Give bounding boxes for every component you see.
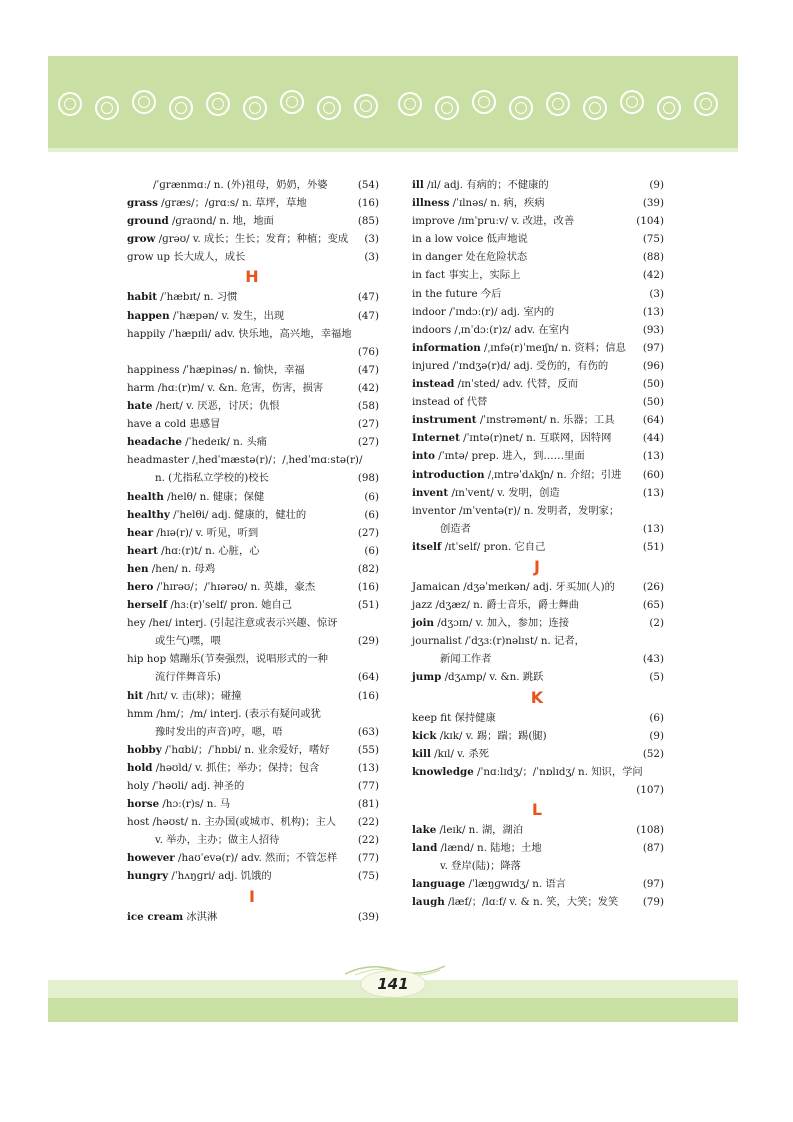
entry-page-ref: (6) (364, 490, 379, 503)
headword: horse (127, 798, 160, 811)
entry-definition: indoors /ˌɪnˈdɔː(r)z/ adv. 在室内 (412, 323, 570, 336)
headword: heart (127, 544, 158, 557)
glossary-entry (127, 813, 377, 831)
entry-definition: /ˈhɪrəʊ/；/ˈhɪərəʊ/ n. 英雄，豪杰 (153, 580, 316, 593)
glossary-entry (127, 176, 377, 194)
headword: ground (127, 215, 169, 228)
entry-page-ref: (55) (357, 743, 379, 756)
entry-page-ref: (26) (642, 580, 664, 593)
entry-page-ref: (58) (357, 400, 379, 413)
entry-definition: jazz /dʒæz/ n. 爵士音乐，爵士舞曲 (412, 599, 580, 612)
entry-page-ref: (16) (357, 197, 379, 210)
glossary-entry (412, 763, 662, 781)
glossary-entry (412, 466, 662, 484)
entry-definition: /ˌɪntrəˈdʌkʃn/ n. 介绍；引进 (484, 468, 622, 481)
entry-definition: /ˈhæbɪt/ n. 习惯 (157, 291, 238, 304)
glossary-entry (412, 745, 662, 763)
entry-definition: improve /ɪmˈpruːv/ v. 改进，改善 (412, 215, 575, 228)
headword: kill (412, 747, 431, 760)
glossary-entry (127, 379, 377, 397)
entry-definition: /hɜː(r)ˈself/ pron. 她自己 (167, 599, 293, 612)
entry-page-ref: (9) (649, 179, 664, 191)
entry-definition: holy /ˈhəʊli/ adj. 神圣的 (127, 780, 245, 792)
header-divider (48, 148, 738, 152)
entry-page-ref: (51) (642, 540, 664, 553)
entry-page-ref: (6) (364, 544, 379, 557)
glossary-entry (412, 393, 662, 411)
entry-definition: harm /hɑː(r)m/ v. &n. 危害，伤害，损害 (127, 381, 324, 394)
glossary-entry (412, 230, 662, 248)
entry-definition: hey /heɪ/ interj. (引起注意或表示兴趣、惊讶 (127, 617, 338, 630)
entry-definition: 豫时发出的声音)哼，嗯，唔 (155, 725, 283, 738)
circle-ornament (583, 96, 607, 120)
entry-page-ref: (82) (357, 562, 379, 575)
entry-page-ref: (43) (642, 653, 664, 666)
entry-definition: /ˈhæpən/ v. 发生，出现 (169, 309, 285, 322)
glossary-entry (412, 668, 662, 686)
glossary-entry (127, 361, 377, 379)
glossary-entry (127, 741, 377, 759)
entry-definition: /həʊld/ v. 抓住；举办；保持；包含 (152, 761, 320, 774)
glossary-entry (127, 415, 377, 433)
glossary-entry (127, 212, 377, 230)
circle-ornament (657, 96, 681, 120)
circle-ornament (132, 90, 156, 114)
entry-definition: happily /ˈhæpɪli/ adv. 快乐地，高兴地，幸福地 (127, 327, 352, 340)
glossary-entry (127, 632, 377, 650)
headword: join (412, 617, 434, 630)
glossary-entry (127, 687, 377, 705)
entry-page-ref: (47) (357, 309, 379, 322)
circle-ornament (354, 94, 378, 118)
glossary-column-right (412, 176, 662, 911)
circle-ornament (169, 96, 193, 120)
headword: health (127, 490, 164, 503)
entry-definition: 流行伴舞音乐) (155, 671, 221, 684)
headword: healthy (127, 508, 170, 521)
entry-page-ref: (63) (357, 725, 379, 738)
entry-page-ref: (50) (642, 378, 664, 391)
glossary-entry (127, 795, 377, 813)
headword: language (412, 878, 466, 891)
headword: kick (412, 729, 437, 742)
entry-definition: /ˈɪlnəs/ n. 病，疾病 (449, 197, 545, 210)
section-letter: L (531, 800, 543, 819)
entry-page-ref: (104) (636, 215, 664, 228)
entry-definition: /hɪə(r)/ v. 听见，听到 (153, 526, 259, 539)
glossary-entry (127, 723, 377, 741)
circle-ornament (58, 92, 82, 116)
entry-page-ref: (5) (649, 671, 664, 684)
glossary-entry (412, 303, 662, 321)
glossary-entry (412, 266, 662, 284)
entry-definition: /haʊˈevə(r)/ adv. 然而；不管怎样 (174, 852, 338, 865)
entry-page-ref: (39) (357, 910, 379, 923)
glossary-entry (127, 650, 377, 668)
section-letter: I (249, 886, 255, 906)
glossary-entry (127, 248, 377, 266)
entry-definition: /lænd/ n. 陆地；土地 (437, 842, 542, 855)
entry-definition: /ɪl/ adj. 有病的；不健康的 (423, 179, 549, 191)
glossary-entry (127, 849, 377, 867)
glossary-entry (412, 447, 662, 465)
entry-definition: /hɪt/ v. 击(球)；碰撞 (143, 689, 242, 702)
entry-definition: /ˈhɑbi/；/ˈhɒbi/ n. 业余爱好，嗜好 (161, 743, 330, 756)
entry-definition: /dʒɔɪn/ v. 加入，参加；连接 (434, 617, 570, 630)
entry-page-ref: (47) (357, 363, 379, 376)
entry-definition: 新闻工作者 (440, 653, 492, 666)
headword: itself (412, 540, 442, 553)
headword: happen (127, 309, 170, 322)
headword: knowledge (412, 765, 474, 778)
entry-definition: /leɪk/ n. 湖，湖泊 (436, 824, 524, 836)
entry-definition: /kɪk/ v. 踢；踹；踢(腿) (436, 729, 547, 742)
headword: hate (127, 400, 153, 413)
glossary-entry (412, 285, 662, 303)
entry-definition: in the future 今后 (412, 287, 502, 300)
entry-definition: v. 登岸(陆)；降落 (440, 860, 521, 873)
entry-definition: /ɡraʊnd/ n. 地，地面 (168, 215, 274, 228)
entry-definition: /ɪnˈvent/ v. 发明，创造 (448, 486, 560, 499)
glossary-entry (412, 520, 662, 538)
entry-definition: /ˈɪntə(r)net/ n. 互联网，因特网 (459, 432, 612, 445)
entry-definition: /hɔː(r)s/ n. 马 (159, 798, 231, 811)
entry-page-ref: (52) (642, 747, 664, 760)
entry-definition: grow up 长大成人，成长 (127, 251, 246, 264)
entry-definition: Jamaican /dʒəˈmeɪkən/ adj. 牙买加(人)的 (412, 580, 615, 593)
glossary-entry (127, 705, 377, 723)
circle-ornament (243, 96, 267, 120)
glossary-entry (412, 248, 662, 266)
headword: ill (412, 179, 424, 191)
headword: land (412, 842, 438, 855)
entry-definition: /ˈɪnstrəmənt/ n. 乐器；工具 (476, 414, 615, 427)
entry-page-ref: (22) (357, 834, 379, 847)
entry-page-ref: (88) (642, 251, 664, 264)
headword: Internet (412, 432, 460, 445)
headword: introduction (412, 468, 485, 481)
entry-page-ref: (75) (357, 870, 379, 883)
entry-definition: /hen/ n. 母鸡 (148, 562, 216, 575)
glossary-entry (127, 596, 377, 614)
headword: grass (127, 197, 158, 210)
entry-page-ref: (42) (642, 269, 664, 282)
entry-page-ref: (13) (642, 305, 664, 318)
glossary-entry (412, 614, 662, 632)
entry-page-ref: (75) (642, 233, 664, 246)
glossary-entry (127, 777, 377, 795)
glossary-entry (412, 839, 662, 857)
glossary-entry (412, 321, 662, 339)
entry-definition: inventor /ɪnˈventə(r)/ n. 发明者，发明家； (412, 504, 620, 517)
entry-page-ref: (3) (364, 233, 379, 246)
glossary-entry (412, 411, 662, 429)
entry-page-ref: (77) (357, 780, 379, 792)
circle-ornament (317, 96, 341, 120)
glossary-entry (412, 893, 662, 911)
entry-definition: /ˌɪnfə(r)ˈmeɪʃn/ n. 资料；信息 (480, 341, 626, 354)
glossary-entry (412, 339, 662, 357)
entry-page-ref: (97) (642, 341, 664, 354)
circle-ornament (546, 92, 570, 116)
entry-definition: /læf/；/lɑːf/ v. & n. 笑，大笑；发笑 (444, 896, 619, 909)
entry-definition: /helθ/ n. 健康；保健 (163, 490, 265, 503)
entry-definition: /hɑː(r)t/ n. 心脏，心 (157, 544, 260, 557)
entry-page-ref: (96) (642, 359, 664, 372)
decorative-circles (58, 88, 728, 118)
entry-page-ref: (98) (357, 472, 379, 485)
glossary-entry (127, 908, 377, 926)
circle-ornament (398, 92, 422, 116)
entry-page-ref: (65) (642, 599, 664, 612)
glossary-entry (127, 288, 377, 306)
glossary-entry (412, 357, 662, 375)
entry-definition: host /həʊst/ n. 主办国(或城市、机构)；主人 (127, 816, 337, 829)
entry-definition: happiness /ˈhæpinəs/ n. 愉快，幸福 (127, 363, 305, 376)
entry-page-ref: (79) (642, 896, 664, 909)
entry-page-ref: (2) (649, 617, 664, 630)
entry-page-ref: (6) (364, 508, 379, 521)
entry-page-ref: (27) (357, 436, 379, 449)
entry-definition: injured /ˈɪndʒə(r)d/ adj. 受伤的，有伤的 (412, 359, 609, 372)
circle-ornament (206, 92, 230, 116)
headword: grow (127, 233, 156, 246)
headword: into (412, 450, 436, 463)
entry-page-ref: (42) (357, 381, 379, 394)
entry-definition: in danger 处在危险状态 (412, 251, 528, 264)
glossary-entry (412, 650, 662, 668)
glossary-entry (127, 759, 377, 777)
entry-page-ref: (44) (642, 432, 664, 445)
headword: lake (412, 824, 437, 836)
entry-definition: /ˈnɑːlɪdʒ/；/ˈnɒlɪdʒ/ n. 知识，学问 (473, 765, 643, 778)
glossary-entry (412, 875, 662, 893)
headword: illness (412, 197, 450, 210)
entry-page-ref: (3) (364, 251, 379, 264)
entry-page-ref: (16) (357, 580, 379, 593)
glossary-entry (127, 307, 377, 325)
page-number: 141 (360, 970, 426, 998)
entry-page-ref: (9) (649, 729, 664, 742)
entry-page-ref: (64) (642, 414, 664, 427)
glossary-entry (412, 176, 662, 194)
glossary-entry (127, 542, 377, 560)
glossary-entry (127, 668, 377, 686)
entry-definition: in fact 事实上，实际上 (412, 269, 521, 282)
entry-page-ref: (85) (357, 215, 379, 228)
entry-definition: hip hop 嬉蹦乐(节奏强烈，说唱形式的一种 (127, 653, 328, 666)
entry-definition: /ˈlæŋɡwɪdʒ/ n. 语言 (465, 878, 566, 891)
headword: instead (412, 378, 455, 391)
glossary-entry (412, 709, 662, 727)
section-letter: K (530, 687, 544, 707)
entry-page-ref: (13) (357, 761, 379, 774)
entry-definition: /ɪtˈself/ pron. 它自己 (441, 540, 546, 553)
entry-page-ref: (16) (357, 689, 379, 702)
glossary-entry (127, 560, 377, 578)
section-letter: J (534, 556, 540, 576)
glossary-entry (127, 524, 377, 542)
headword: hobby (127, 743, 162, 756)
circle-ornament (95, 96, 119, 120)
entry-page-ref: (39) (642, 197, 664, 210)
entry-page-ref: (107) (636, 783, 664, 796)
glossary-entry (412, 502, 662, 520)
entry-page-ref: (97) (642, 878, 664, 891)
entry-definition: /ɡræs/；/ɡrɑːs/ n. 草坪，草地 (157, 197, 307, 210)
glossary-entry (412, 596, 662, 614)
entry-page-ref: (54) (357, 179, 379, 191)
headword: information (412, 341, 481, 354)
glossary-entry (412, 538, 662, 556)
headword: instrument (412, 414, 477, 427)
entry-page-ref: (77) (357, 852, 379, 865)
entry-definition: headmaster /ˌhedˈmæstə(r)/；/ˌhedˈmɑːstə(r)/ (127, 454, 363, 467)
entry-page-ref: (13) (642, 522, 664, 535)
glossary-entry (412, 429, 662, 447)
circle-ornament (620, 90, 644, 114)
headword: habit (127, 291, 158, 304)
entry-page-ref: (27) (357, 526, 379, 539)
entry-page-ref: (13) (642, 450, 664, 463)
glossary-entry (412, 781, 662, 799)
headword: however (127, 852, 175, 865)
glossary-entry (412, 375, 662, 393)
entry-page-ref: (29) (357, 635, 379, 648)
entry-definition: instead of 代替 (412, 396, 488, 409)
entry-page-ref: (76) (357, 345, 379, 358)
entry-page-ref: (108) (636, 824, 664, 836)
glossary-entry (127, 578, 377, 596)
glossary-column-left (127, 176, 377, 926)
entry-definition: journalist /ˈdʒɜː(r)nəlɪst/ n. 记者， (412, 635, 585, 648)
glossary-entry (412, 857, 662, 875)
entry-page-ref: (87) (642, 842, 664, 855)
entry-definition: /ˈhʌŋɡri/ adj. 饥饿的 (168, 870, 272, 883)
glossary-entry (127, 343, 377, 361)
entry-page-ref: (50) (642, 396, 664, 409)
glossary-entry (127, 831, 377, 849)
entry-definition: /heɪt/ v. 厌恶，讨厌；仇恨 (152, 400, 280, 413)
entry-page-ref: (81) (357, 798, 379, 811)
glossary-entry (412, 578, 662, 596)
footer-bar (48, 998, 738, 1022)
entry-definition: /dʒʌmp/ v. &n. 跳跃 (441, 671, 544, 684)
entry-definition: have a cold 患感冒 (127, 418, 221, 431)
glossary-entry (127, 230, 377, 248)
headword: hold (127, 761, 153, 774)
entry-page-ref: (47) (357, 291, 379, 304)
entry-definition: 冰淇淋 (183, 910, 218, 923)
entry-definition: v. 举办，主办；做主人招待 (155, 834, 280, 847)
glossary-entry (412, 821, 662, 839)
headword: invent (412, 486, 449, 499)
glossary-entry (127, 506, 377, 524)
circle-ornament (694, 92, 718, 116)
circle-ornament (509, 96, 533, 120)
glossary-entry (127, 488, 377, 506)
headword: jump (412, 671, 442, 684)
headword: hit (127, 689, 144, 702)
entry-page-ref: (93) (642, 323, 664, 336)
circle-ornament (435, 96, 459, 120)
entry-definition: in a low voice 低声地说 (412, 233, 528, 246)
glossary-entry (127, 397, 377, 415)
glossary-entry (127, 451, 377, 469)
headword: herself (127, 599, 168, 612)
glossary-entry (412, 194, 662, 212)
entry-page-ref: (6) (649, 711, 664, 724)
entry-page-ref: (3) (649, 287, 664, 300)
glossary-entry (412, 484, 662, 502)
entry-definition: 或生气)嘿，喂 (155, 635, 221, 648)
entry-definition: n. (尤指私立学校的)校长 (155, 472, 269, 485)
entry-definition: keep fit 保持健康 (412, 711, 496, 724)
glossary-entry (127, 433, 377, 451)
glossary-entry (127, 469, 377, 487)
glossary-entry (412, 212, 662, 230)
circle-ornament (280, 90, 304, 114)
headword: hero (127, 580, 154, 593)
entry-definition: /ˈhedeɪk/ n. 头痛 (181, 436, 267, 449)
entry-definition: /ˈɡrænmɑː/ n. (外)祖母，奶奶，外婆 (153, 179, 328, 191)
glossary-entry (127, 614, 377, 632)
circle-ornament (472, 90, 496, 114)
headword: headache (127, 436, 182, 449)
entry-definition: /ˈɪntə/ prep. 进入，到……里面 (435, 450, 585, 463)
glossary-entry (412, 727, 662, 745)
entry-page-ref: (60) (642, 468, 664, 481)
section-letter: H (245, 267, 259, 287)
entry-page-ref: (64) (357, 671, 379, 684)
entry-page-ref: (22) (357, 816, 379, 829)
headword: laugh (412, 896, 445, 909)
entry-definition: hmm /hm/；/m/ interj. (表示有疑问或犹 (127, 707, 321, 720)
entry-definition: 创造者 (440, 522, 471, 535)
entry-definition: /ˈhelθi/ adj. 健康的，健壮的 (169, 508, 307, 521)
glossary-entry (127, 325, 377, 343)
headword: hungry (127, 870, 169, 883)
entry-definition: /ɪnˈsted/ adv. 代替，反而 (454, 378, 579, 391)
headword: hen (127, 562, 149, 575)
entry-page-ref: (13) (642, 486, 664, 499)
entry-definition: /kɪl/ v. 杀死 (430, 747, 489, 760)
entry-definition: indoor /ˈɪndɔː(r)/ adj. 室内的 (412, 305, 555, 318)
glossary-entry (127, 867, 377, 885)
entry-page-ref: (51) (357, 599, 379, 612)
headword: hear (127, 526, 154, 539)
headword: ice cream (127, 910, 184, 923)
entry-definition: /ɡrəʊ/ v. 成长；生长；发育；种植；变成 (155, 233, 349, 246)
entry-page-ref: (27) (357, 418, 379, 431)
glossary-entry (127, 194, 377, 212)
glossary-entry (412, 632, 662, 650)
